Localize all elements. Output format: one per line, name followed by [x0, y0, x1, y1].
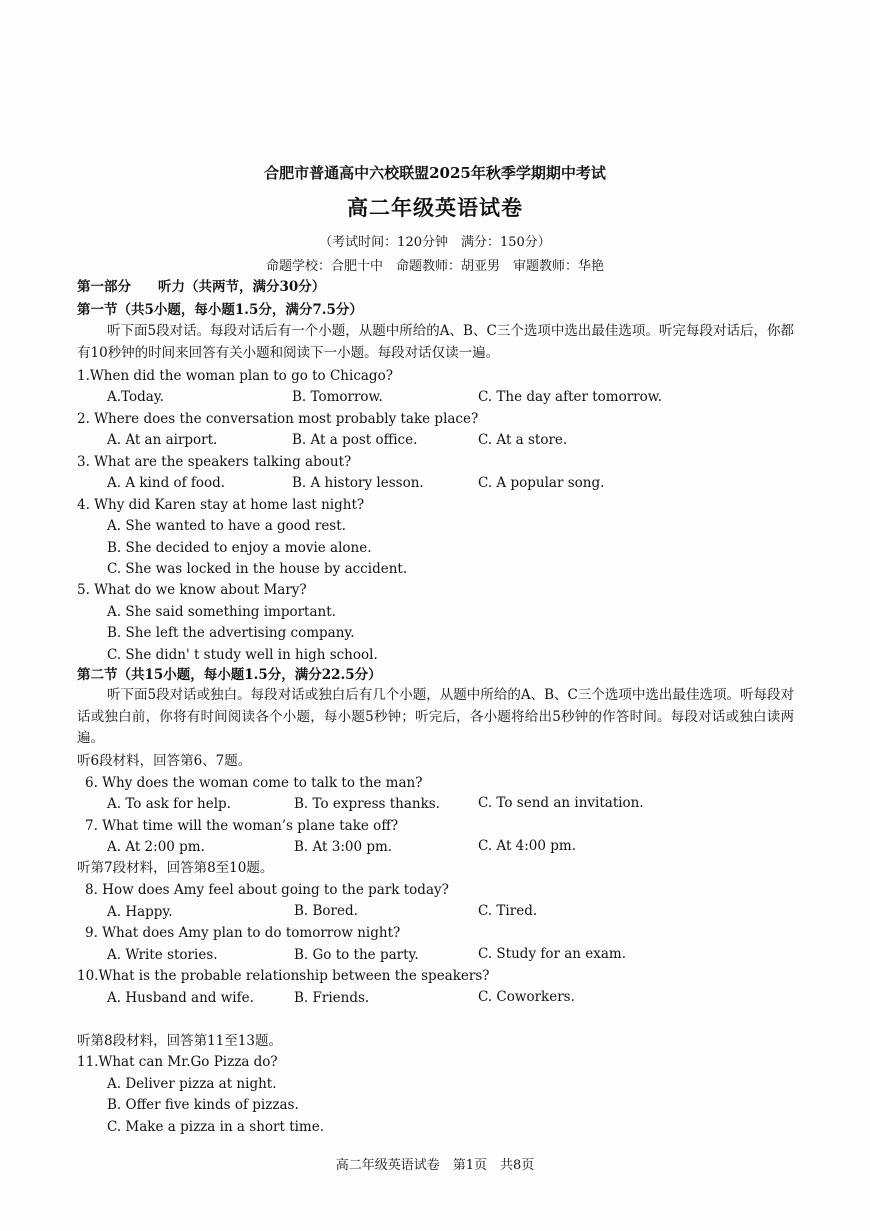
q3-option-c: C. A popular song.	[478, 475, 605, 491]
q7-option-c: C. At 4:00 pm.	[478, 838, 577, 854]
exam-title: 合肥市普通高中六校联盟2025年秋季学期期中考试	[264, 164, 606, 182]
material-8-note: 听第8段材料，回答第11至13题。	[77, 1033, 282, 1049]
q8-option-b: B. Bored.	[294, 903, 358, 919]
section1-instructions: 听下面5段对话。每段对话后有一个小题，从题中所给的A、B、C三个选项中选出最佳选项。听完每段对话后，你都有10秒钟的时间来回答有关小题和阅读下一小题。每段对话仅读一遍。	[77, 323, 794, 361]
q5-option-b: B. She left the advertising company.	[107, 625, 355, 641]
material-7-note: 听第7段材料，回答第8至10题。	[77, 860, 274, 876]
question-5: 5. What do we know about Mary?	[77, 582, 307, 598]
q2-option-a: A. At an airport.	[107, 432, 218, 448]
question-1: 1.When did the woman plan to go to Chicago?	[77, 368, 393, 384]
q7-option-b: B. At 3:00 pm.	[294, 839, 393, 855]
q3-option-a: A. A kind of food.	[107, 475, 226, 491]
q9-option-c: C. Study for an exam.	[478, 946, 627, 962]
q10-option-b: B. Friends.	[294, 990, 370, 1006]
q11-option-c: C. Make a pizza in a short time.	[107, 1119, 325, 1135]
q5-option-a: A. She said something important.	[107, 604, 336, 620]
section2-instructions: 听下面5段对话或独白。每段对话或独白后有几个小题，从题中所给的A、B、C三个选项中选出最佳选项。听每段对话或独白前，你将有时间阅读各个小题，每小题5秒钟；听完后，各小题将给出5秒钟的作答时间。每段对话或独白读两遍。	[77, 687, 794, 746]
question-3: 3. What are the speakers talking about?	[77, 454, 352, 470]
q10-option-c: C. Coworkers.	[478, 989, 575, 1005]
q1-option-c: C. The day after tomorrow.	[478, 389, 662, 405]
q11-option-b: B. Offer five kinds of pizzas.	[107, 1097, 299, 1113]
q11-option-a: A. Deliver pizza at night.	[107, 1076, 277, 1092]
q3-option-b: B. A history lesson.	[292, 475, 424, 491]
q1-option-a: A.Today.	[107, 389, 164, 405]
q6-option-a: A. To ask for help.	[107, 796, 231, 812]
section1-heading: 第一节（共5小题，每小题1.5分，满分7.5分）	[77, 302, 363, 318]
question-2: 2. Where does the conversation most probably take place?	[77, 411, 479, 427]
q10-option-a: A. Husband and wife.	[107, 990, 254, 1006]
q7-option-a: A. At 2:00 pm.	[107, 839, 205, 855]
section2-heading: 第二节（共15小题，每小题1.5分，满分22.5分）	[77, 667, 382, 683]
q6-option-c: C. To send an invitation.	[478, 795, 644, 811]
q9-option-a: A. Write stories.	[107, 947, 218, 963]
author-info: 命题学校：合肥十中 命题教师：胡亚男 审题教师：华艳	[265, 259, 604, 274]
q4-option-a: A. She wanted to have a good rest.	[107, 518, 346, 534]
q8-option-c: C. Tired.	[478, 903, 538, 919]
question-11: 11.What can Mr.Go Pizza do?	[77, 1054, 278, 1070]
page-footer: 高二年级英语试卷 第1页 共8页	[335, 1158, 535, 1173]
question-9: 9. What does Amy plan to do tomorrow night?	[85, 925, 401, 941]
q2-option-c: C. At a store.	[478, 432, 568, 448]
q2-option-b: B. At a post office.	[292, 432, 418, 448]
q9-option-b: B. Go to the party.	[294, 947, 419, 963]
question-6: 6. Why does the woman come to talk to the man?	[85, 775, 423, 791]
part1-heading: 第一部分 听力（共两节，满分30分）	[77, 279, 326, 295]
question-4: 4. Why did Karen stay at home last night?	[77, 497, 365, 513]
question-7: 7. What time will the woman’s plane take off?	[85, 818, 399, 834]
q1-option-b: B. Tomorrow.	[292, 389, 383, 405]
q4-option-b: B. She decided to enjoy a movie alone.	[107, 540, 372, 556]
material-6-note: 听6段材料，回答第6、7题。	[77, 753, 252, 769]
question-8: 8. How does Amy feel about going to the park today?	[85, 882, 449, 898]
q4-option-c: C. She was locked in the house by accident.	[107, 561, 408, 577]
q5-option-c: C. She didn' t study well in high school.	[107, 647, 378, 663]
grade-title: 高二年级英语试卷	[347, 195, 523, 220]
question-10: 10.What is the probable relationship between the speakers?	[77, 968, 490, 984]
exam-info: （考试时间：120分钟 满分：150分）	[319, 235, 551, 250]
q8-option-a: A. Happy.	[107, 904, 173, 920]
q6-option-b: B. To express thanks.	[294, 796, 440, 812]
